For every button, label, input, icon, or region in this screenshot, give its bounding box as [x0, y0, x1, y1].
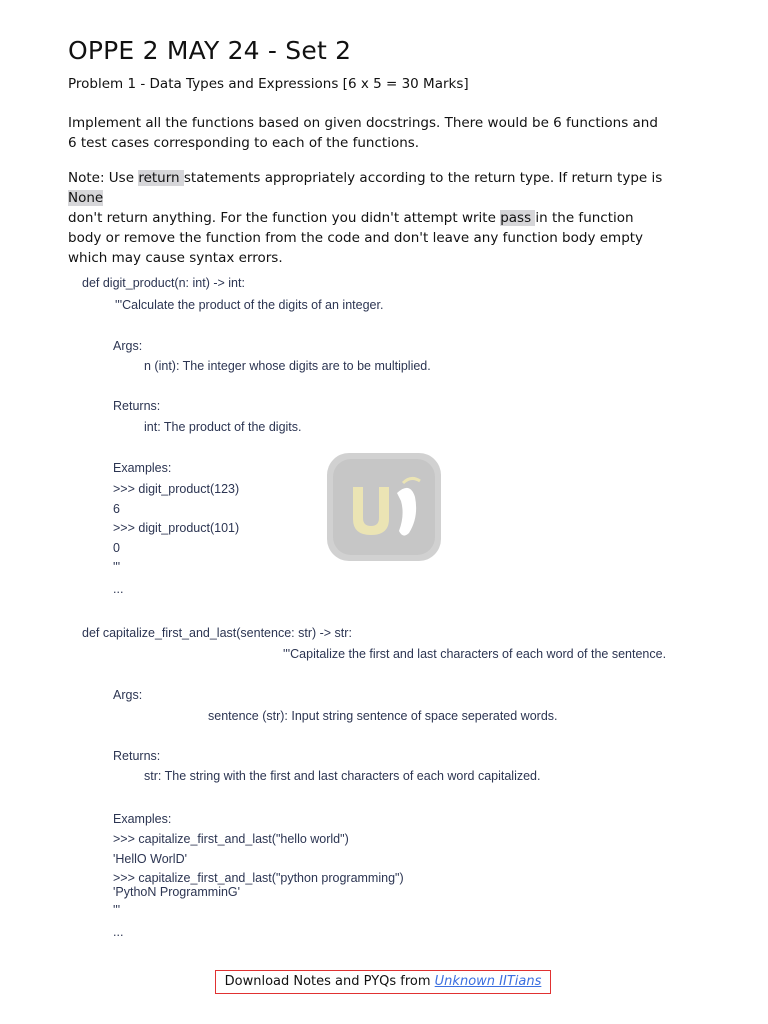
- returns-description: int: The product of the digits.: [144, 420, 302, 434]
- arg-description: sentence (str): Input string sentence of space seperated words.: [208, 709, 558, 723]
- args-label: Args:: [113, 339, 143, 353]
- function-signature: def capitalize_first_and_last(sentence: str) -> str:: [82, 626, 352, 640]
- download-banner-label: Download Notes and PYQs from: [224, 974, 435, 989]
- unknown-iitians-link[interactable]: Unknown IITians: [434, 974, 542, 989]
- function-signature: def digit_product(n: int) -> int:: [82, 276, 245, 290]
- returns-label: Returns:: [113, 399, 161, 413]
- download-banner-text: [216, 974, 550, 989]
- docstring-summary: '''Capitalize the first and last characters of each word of the sentence.: [283, 647, 667, 661]
- keyword-return: return: [138, 170, 184, 186]
- note-text: don't return anything. For the function you didn't attempt write: [68, 210, 501, 226]
- docstring-summary: '''Calculate the product of the digits of an integer.: [115, 298, 384, 312]
- function-body-ellipsis: ...: [113, 582, 124, 596]
- note-paragraph: [68, 168, 668, 268]
- args-label: Args:: [113, 688, 143, 702]
- function-body-ellipsis: ...: [113, 925, 124, 939]
- arg-description: n (int): The integer whose digits are to be multiplied.: [144, 359, 431, 373]
- note-text: in the function body or remove the function from the code and don't leave any function body empty which may cause syntax errors.: [68, 210, 644, 266]
- logo-u-icon: [327, 453, 441, 561]
- keyword-pass: pass: [500, 210, 536, 226]
- example-line: >>> digit_product(123): [113, 482, 240, 496]
- example-line: 6: [113, 502, 120, 516]
- returns-label: Returns:: [113, 749, 161, 763]
- note-text: statements appropriately according to the return type. If return type is: [183, 170, 663, 186]
- example-line: >>> digit_product(101): [113, 521, 240, 535]
- watermark-logo: [327, 453, 441, 561]
- example-line: >>> capitalize_first_and_last("python programming"): [113, 871, 404, 885]
- docstring-end: ''': [113, 560, 121, 574]
- example-line: 'PythoN ProgramminG': [113, 885, 241, 899]
- examples-label: Examples:: [113, 461, 172, 475]
- example-line: >>> capitalize_first_and_last("hello world"): [113, 832, 349, 846]
- download-banner: [215, 970, 551, 994]
- examples-label: Examples:: [113, 812, 172, 826]
- docstring-end: ''': [113, 903, 121, 917]
- returns-description: str: The string with the first and last characters of each word capitalized.: [144, 769, 541, 783]
- page-title: OPPE 2 MAY 24 - Set 2: [68, 36, 352, 65]
- example-line: 0: [113, 541, 120, 555]
- note-text: Note: Use: [68, 170, 139, 186]
- problem-subtitle: Problem 1 - Data Types and Expressions [6 x 5 = 30 Marks]: [68, 76, 469, 92]
- example-line: 'HellO WorlD': [113, 852, 187, 866]
- intro-paragraph: Implement all the functions based on given docstrings. There would be 6 functions and 6 test cases corresponding to each of the functions.: [68, 115, 658, 151]
- keyword-none: None: [68, 190, 104, 206]
